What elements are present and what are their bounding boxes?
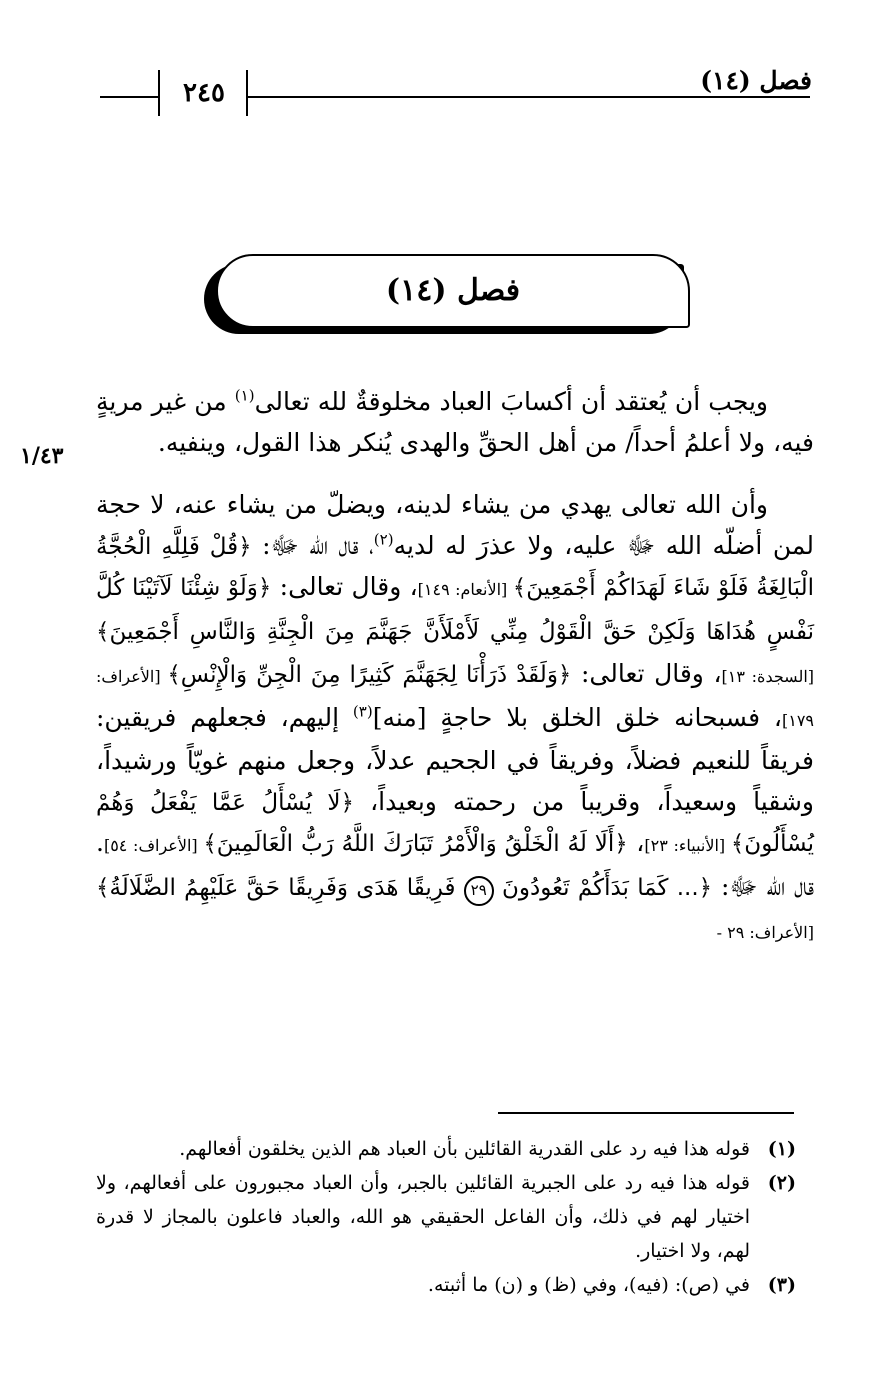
footnote-separator — [498, 1112, 794, 1114]
text-run: وأن الله تعالى يهدي من يشاء لدينه، ويضلّ من يشاء عنه، لا حجة لمن أضلّه الله ﷻ عليه، ولا عذرَ له لديه — [96, 490, 814, 560]
footnote-number: (٣) — [767, 1274, 796, 1296]
verse-reference: [الأعراف: ٥٤] — [103, 836, 204, 855]
text-run: ، وقال تعالى: — [571, 659, 722, 688]
chapter-title: فصل (١٤) — [385, 273, 521, 308]
header-rule-right — [248, 96, 810, 98]
verse-reference: [الأنبياء: ٢٣] — [644, 836, 731, 855]
footnote-ref-3: (٣) — [352, 702, 373, 721]
text-run: من غير مريةٍ فيه، ولا أعلمُ أحداً/ من أهل الحقِّ والهدى يُنكر هذا القول، وينفيه. — [96, 387, 814, 457]
footnote-ref-1: (١) — [234, 386, 255, 405]
text-run: ، قال الله ﷻ: — [251, 530, 374, 560]
header-tick — [158, 70, 160, 116]
footnote-text: قوله هذا فيه رد على الجبرية القائلين بالجبر، وأن العباد مجبورون على أفعالهم، ولا اختيار لهم في ذلك، وأن الفاعل الحقيقي هو الله، والعباد فاعلون بالمجاز لا قدرة لهم، ولا اختيار. — [96, 1172, 750, 1262]
page-number: ٢٤٥ — [183, 78, 225, 108]
chapter-title-box — [216, 254, 690, 328]
footnote-ref-2: (٢) — [373, 530, 394, 549]
quran-quote: فَرِيقًا هَدَى وَفَرِيقًا حَقَّ عَلَيْهِمُ الضَّلَالَةُ﴾ — [96, 874, 464, 901]
text-run: ، فسبحانه خلق الخلق بلا حاجةٍ [منه] — [372, 702, 782, 732]
header-rule-left — [100, 96, 158, 98]
text-run: إليهم، فجعلهم فريقين: فريقاً للنعيم فضلاً، وفريقاً في الجحيم عدلاً، وجعل منهم غويّاً ورشيداً، وشقياً وسعيداً، وقريباً من رحمته وبعيداً، — [96, 702, 814, 816]
ayah-number-marker: ٢٩ — [464, 876, 494, 906]
verse-reference: [السجدة: ١٣] — [721, 667, 814, 686]
footnote-text: قوله هذا فيه رد على القدرية القائلين بأن العباد هم الذين يخلقون أفعالهم. — [179, 1138, 750, 1160]
footnote-number: (١) — [767, 1138, 796, 1160]
verse-reference: [الأنعام: ١٤٩] — [417, 580, 513, 599]
footnote-1 — [96, 1132, 796, 1166]
text-run: ، — [627, 828, 645, 857]
footnote-2 — [96, 1166, 796, 1268]
footnote-number: (٢) — [767, 1172, 796, 1194]
main-text — [96, 382, 814, 954]
text-run: . قال الله ﷻ: — [96, 828, 814, 901]
quran-quote: ﴿وَلَوْ شِئْنَا لَآتَيْنَا كُلَّ نَفْسٍ هُدَاهَا وَلَكِنْ حَقَّ الْقَوْلُ مِنِّي لَأَمْلَأَنَّ جَهَنَّمَ مِنَ الْجِنَّةِ وَالنَّاسِ أَجْمَعِينَ﴾ — [96, 575, 814, 645]
quran-quote: ﴿أَلَا لَهُ الْخَلْقُ وَالْأَمْرُ تَبَارَكَ اللَّهُ رَبُّ الْعَالَمِينَ﴾ — [203, 831, 628, 857]
margin-folio-note: ١/٤٣ — [20, 443, 64, 469]
verse-reference: [الأعراف: ٢٩ - — [716, 923, 814, 942]
quran-quote: ﴿لَا يُسْأَلُ عَمَّا يَفْعَلُ وَهُمْ يُسْأَلُونَ﴾ — [96, 789, 815, 857]
text-run: ويجب أن يُعتقد أن أكسابَ العباد مخلوقةٌ لله تعالى — [254, 387, 768, 416]
running-header — [96, 62, 812, 122]
footnote-3 — [96, 1268, 796, 1302]
quran-quote: ﴿... كَمَا بَدَأَكُمْ تَعُودُونَ — [493, 874, 713, 901]
footnote-text: في (ص): (فيه)، وفي (ظ) و (ن) ما أثبته. — [427, 1274, 750, 1296]
header-chapter-title: فصل (١٤) — [700, 66, 812, 95]
verse-reference: [الأعراف: ١٧٩] — [96, 667, 814, 730]
footnotes — [96, 1132, 796, 1302]
quran-quote: ﴿قُلْ فَلِلَّهِ الْحُجَّةُ الْبَالِغَةُ فَلَوْ شَاءَ لَهَدَاكُمْ أَجْمَعِينَ﴾ — [96, 533, 814, 601]
paragraph-2 — [96, 485, 814, 954]
text-run: ، وقال تعالى: — [271, 572, 418, 601]
paragraph-1 — [96, 382, 814, 463]
quran-quote: ﴿وَلَقَدْ ذَرَأْنَا لِجَهَنَّمَ كَثِيرًا مِنَ الْجِنِّ وَالْإِنْسِ﴾ — [167, 662, 572, 688]
header-tick — [246, 70, 248, 116]
